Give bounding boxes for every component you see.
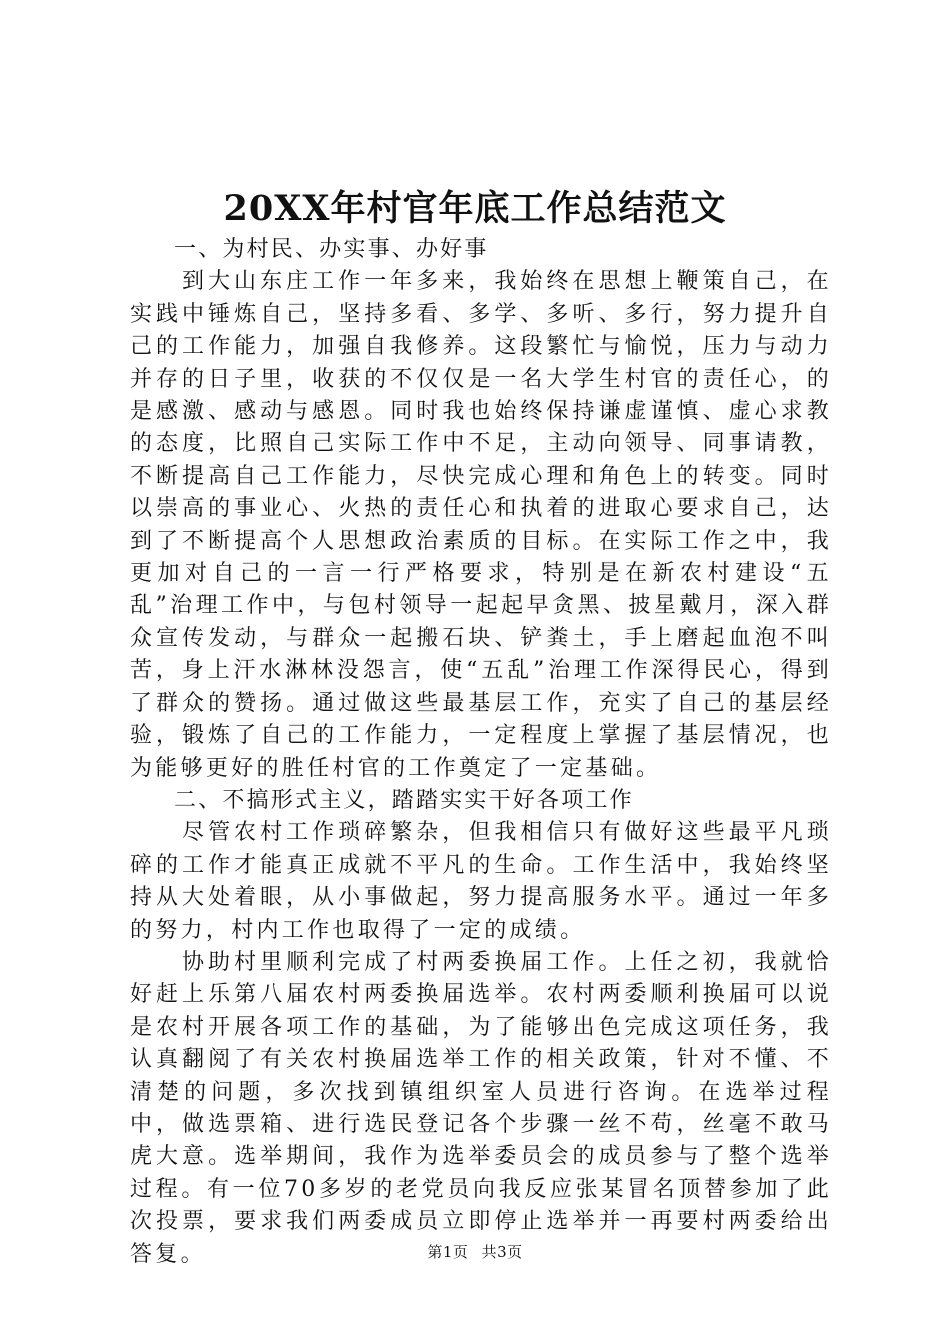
document-body (130, 234, 832, 1271)
section-heading-2: 二、不搞形式主义，踏踏实实干好各项工作 (174, 787, 634, 813)
total-pages: 共3页 (481, 1243, 523, 1261)
document-title: 20XX年村官年底工作总结范文 (223, 188, 727, 229)
paragraph-1: 到大山东庄工作一年多来，我始终在思想上鞭策自己，在实践中锤炼自己，坚持多看、多学、多听、多行，努力提升自己的工作能力，加强自我修养。这段繁忙与愉悦，压力与动力并存的日子里，收获的不仅仅是一名大学生村官的责任心，的是感激、感动与感恩。同时我也始终保持谦虚谨慎、虚心求教的态度，比照自己实际工作中不足，主动向领导、同事请教，不断提高自己工作能力，尽快完成心理和角色上的转变。同时以崇高的事业心、火热的责任心和执着的进取心要求自己，达到了不断提高个人思想政治素质的目标。在实际工作之中，我更加对自己的一言一行严格要求，特别是在新农村建设“五乱”治理工作中，与包村领导一起起早贪黑、披星戴月，深入群众宣传发动，与群众一起搬石块、铲粪土，手上磨起血泡不叫苦，身上汗水淋林没怨言，使“五乱”治理工作深得民心，得到了群众的赞扬。通过做这些最基层工作，充实了自己的基层经验，锻炼了自己的工作能力，一定程度上掌握了基层情况，也为能够更好的胜任村官的工作奠定了一定基础。 (130, 269, 832, 781)
paragraph-2: 尽管农村工作琐碎繁杂，但我相信只有做好这些最平凡琐碎的工作才能真正成就不平凡的生命。工作生活中，我始终坚持从大处着眼，从小事做起，努力提高服务水平。通过一年多的努力，村内工作也取得了一定的成绩。 (130, 820, 832, 943)
paragraph-3: 协助村里顺利完成了村两委换届工作。上任之初，我就恰好赶上乐第八届农村两委换届选举。农村两委顺利换届可以说是农村开展各项工作的基础，为了能够出色完成这项任务，我认真翻阅了有关农村换届选举工作的相关政策，针对不懂、不清楚的问题，多次找到镇组织室人员进行咨询。在选举过程中，做选票箱、进行选民登记各个步骤一丝不苟，丝毫不敢马虎大意。选举期间，我作为选举委员会的成员参与了整个选举过程。有一位70多岁的老党员向我反应张某冒名顶替参加了此次投票，要求我们两委成员立即停止选举并一再要村两委给出答复。 (130, 949, 832, 1267)
section-heading-1: 一、为村民、办实事、办好事 (174, 237, 489, 262)
page-number: 第1页 (427, 1243, 469, 1261)
page-footer (0, 1241, 950, 1263)
